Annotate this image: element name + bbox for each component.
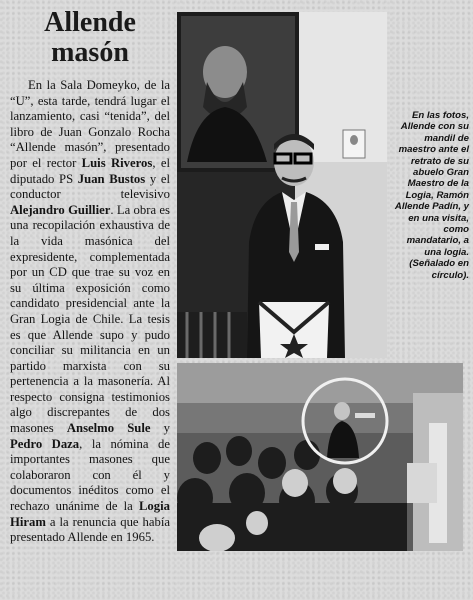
article-text: a la renuncia que había presentado Allende en 1965. xyxy=(10,514,170,545)
person-name: Luis Riveros xyxy=(81,155,153,170)
photo-caption: En las fotos, Allende con su mandil de maestro ante el retrato de su abuelo Gran Maestro de la Logia, Ramón Allende Padín, y en una visita, como mandatario, a una logia. (Señalado en círculo). xyxy=(394,110,469,281)
article-text: , la nómina de importantes masones que colaboraron con él y documentos inéditos como el rechazo unánime de la xyxy=(10,436,170,514)
article-text: En la Sala Domeyko, de la “U”, esta tarde, tendrá lugar el lanzamiento, casi “tenida”, del libro de Juan Gonzalo Rocha “Allende masón”, presentado por el rector xyxy=(10,78,170,170)
person-name: Juan Bustos xyxy=(77,171,146,186)
person-name: Pedro Daza xyxy=(10,436,80,451)
article-text: , el diputado PS xyxy=(10,155,170,186)
lodge-name: Logia Hiram xyxy=(10,499,170,529)
person-name: Anselmo Sule xyxy=(66,421,151,436)
article-text: y el conductor televisivo xyxy=(10,171,170,202)
person-name: Alejandro Guillier xyxy=(10,202,111,217)
article-paragraph xyxy=(10,78,170,546)
article-text: y xyxy=(150,421,171,436)
photo-allende-apron xyxy=(177,12,387,358)
article-text: . La obra es una recopilación exhaustiva de la vida masónica del expresidente, complementada por un CD que trae su voz en su última exposición como candidato presidencial ante la Gran Logia de Chile. La tesis es que Allende supo y pudo conciliar su militancia en un partido marxista con su pertenencia a la masonería. Al respecto consigna testimonios algo discrepantes de dos masones xyxy=(10,202,170,436)
photo-lodge-visit xyxy=(177,363,463,551)
headline: Allende masón xyxy=(44,7,136,68)
article-body xyxy=(10,78,170,598)
